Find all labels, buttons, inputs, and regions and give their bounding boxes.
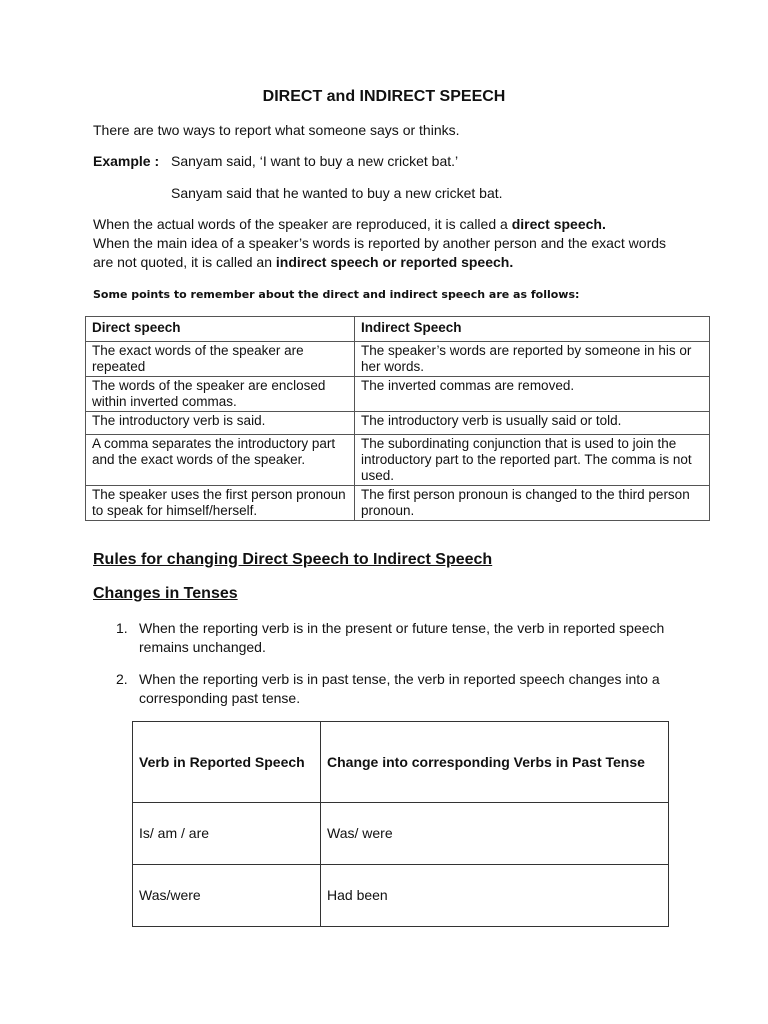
- table-cell: The subordinating conjunction that is used to join the introductory part to the reported part. The comma is not used.: [355, 435, 710, 486]
- table-row: [133, 803, 669, 865]
- table-row: [86, 377, 710, 412]
- table-cell: The words of the speaker are enclosed within inverted commas.: [86, 377, 355, 412]
- table-cell: Was/were: [133, 865, 321, 927]
- table-cell: The exact words of the speaker are repeated: [86, 342, 355, 377]
- table-row: [86, 342, 710, 377]
- table-row: [86, 412, 710, 435]
- table-cell: A comma separates the introductory part and the exact words of the speaker.: [86, 435, 355, 486]
- table-cell: Was/ were: [321, 803, 669, 865]
- table-cell: The speaker’s words are reported by someone in his or her words.: [355, 342, 710, 377]
- table-header-cell: Indirect Speech: [355, 317, 710, 342]
- table-header-row: [86, 317, 710, 342]
- table-cell: The first person pronoun is changed to the third person pronoun.: [355, 486, 710, 521]
- table-cell: Is/ am / are: [133, 803, 321, 865]
- rules-heading: Rules for changing Direct Speech to Indirect Speech: [93, 551, 493, 568]
- list-text: When the reporting verb is in past tense, the verb in reported speech changes into a corresponding past tense.: [139, 671, 660, 706]
- table-row: [133, 865, 669, 927]
- list-text: When the reporting verb is in the present or future tense, the verb in reported speech remains unchanged.: [139, 620, 665, 655]
- table-row: [86, 486, 710, 521]
- table-cell: The introductory verb is said.: [86, 412, 355, 435]
- table-row: [86, 435, 710, 486]
- list-number: 2.: [116, 671, 128, 687]
- table-header-cell: Change into corresponding Verbs in Past Tense: [321, 722, 669, 803]
- page-title: DIRECT and INDIRECT SPEECH: [262, 88, 506, 105]
- table-cell: The inverted commas are removed.: [355, 377, 710, 412]
- intro-text: There are two ways to report what someone says or thinks.: [93, 122, 460, 138]
- list-number: 1.: [116, 620, 128, 636]
- table-header-cell: Direct speech: [86, 317, 355, 342]
- example-label: Example :: [93, 153, 160, 169]
- table-cell: Had been: [321, 865, 669, 927]
- example-indirect: Sanyam said that he wanted to buy a new cricket bat.: [171, 185, 503, 201]
- points-note: Some points to remember about the direct and indirect speech are as follows:: [93, 288, 580, 301]
- tenses-heading: Changes in Tenses: [93, 585, 238, 602]
- example-direct: Sanyam said, ‘I want to buy a new cricket bat.’: [171, 153, 459, 169]
- comparison-table: [85, 316, 710, 521]
- table-header-row: [133, 722, 669, 803]
- table-cell: The speaker uses the first person pronoun to speak for himself/herself.: [86, 486, 355, 521]
- definition-paragraph: When the actual words of the speaker are reproduced, it is called a direct speech. When the main idea of a speaker’s words is reported by another person and the exact words are not quoted, it is called an indirect speech or reported speech.: [93, 216, 667, 270]
- table-cell: The introductory verb is usually said or told.: [355, 412, 710, 435]
- tense-table: [132, 721, 669, 927]
- table-header-cell: Verb in Reported Speech: [133, 722, 321, 803]
